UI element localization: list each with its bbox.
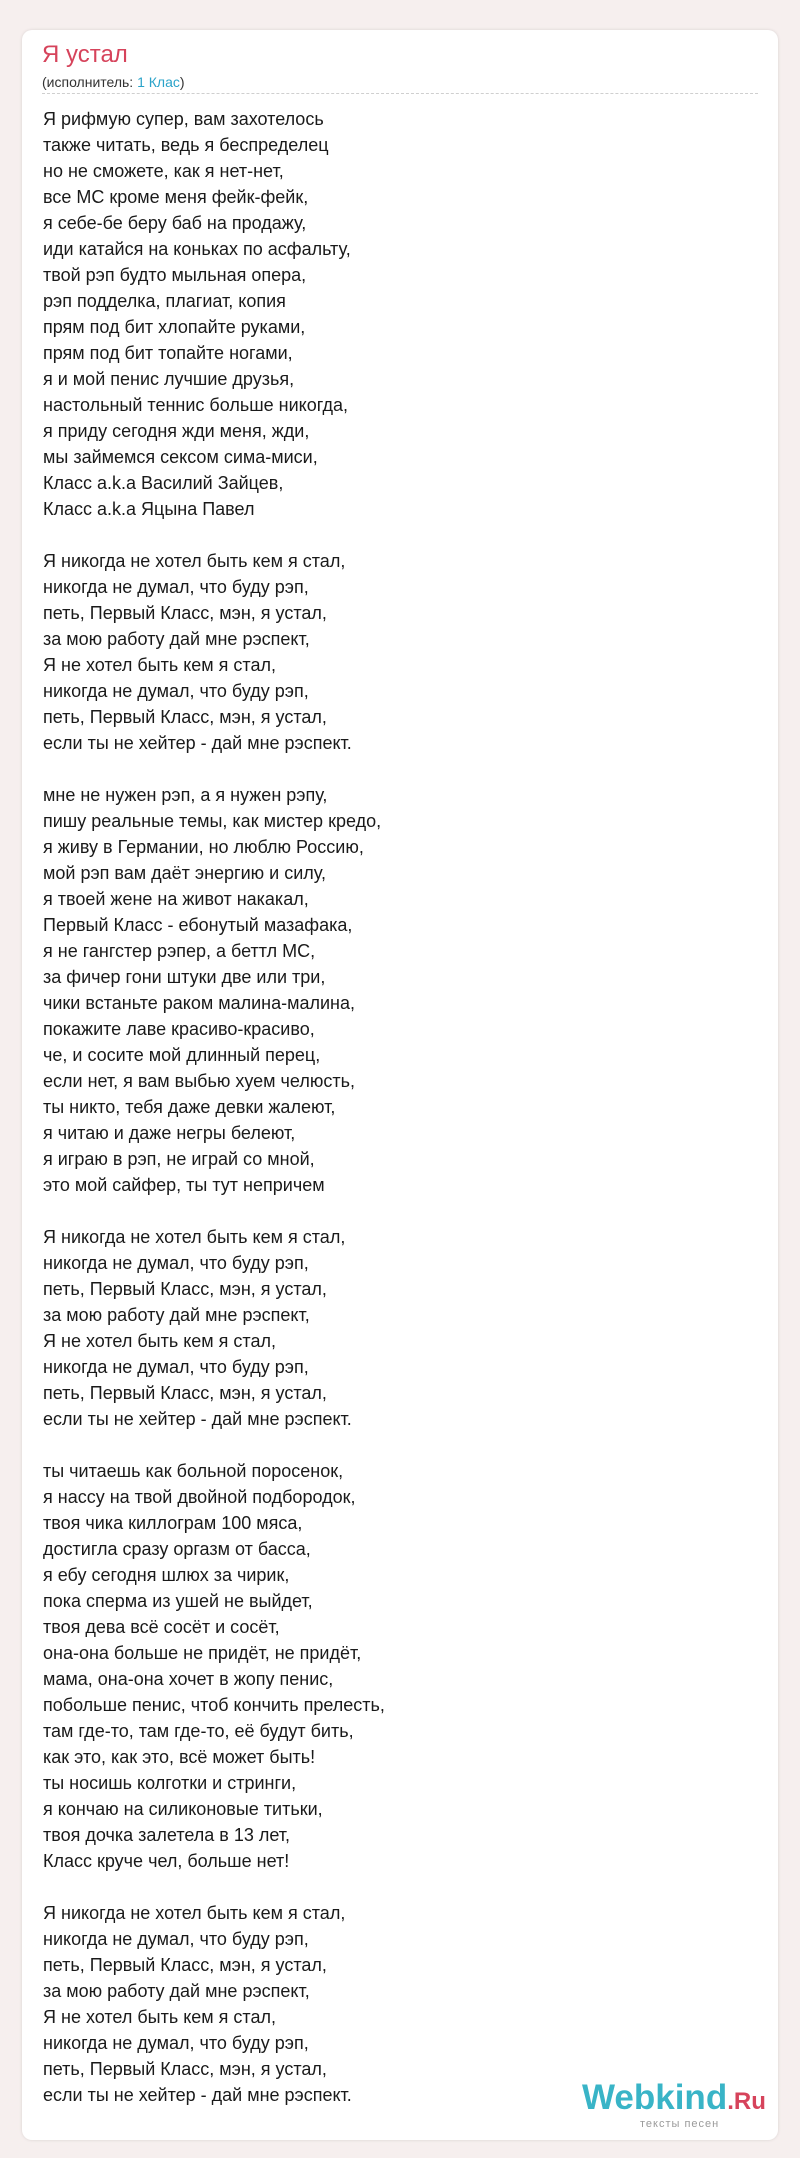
lyric-line: твоя дева всё сосёт и сосёт, <box>43 1617 280 1637</box>
lyric-line: петь, Первый Класс, мэн, я устал, <box>43 603 327 623</box>
lyric-line: никогда не думал, что буду рэп, <box>43 1929 309 1949</box>
lyric-line: петь, Первый Класс, мэн, я устал, <box>43 1955 327 1975</box>
lyric-line: Я не хотел быть кем я стал, <box>43 655 276 675</box>
lyric-line: петь, Первый Класс, мэн, я устал, <box>43 1383 327 1403</box>
lyric-line: твой рэп будто мыльная опера, <box>43 265 307 285</box>
performer-line <box>42 73 185 91</box>
lyric-line: за мою работу дай мне рэспект, <box>43 629 310 649</box>
lyrics-stanza <box>43 782 743 1198</box>
song-title: Я устал <box>42 41 128 68</box>
lyrics-stanza <box>43 1900 743 2108</box>
lyric-line: ты никто, тебя даже девки жалеют, <box>43 1097 336 1117</box>
lyric-line: я живу в Германии, но люблю Россию, <box>43 837 364 857</box>
lyric-line: я нассу на твой двойной подбородок, <box>43 1487 356 1507</box>
lyrics-stanza <box>43 1224 743 1432</box>
lyric-line: за мою работу дай мне рэспект, <box>43 1305 310 1325</box>
lyric-line: петь, Первый Класс, мэн, я устал, <box>43 707 327 727</box>
lyric-line: там где-то, там где-то, её будут бить, <box>43 1721 354 1741</box>
lyric-line: рэп подделка, плагиат, копия <box>43 291 286 311</box>
performer-link[interactable]: 1 Клас <box>137 74 180 90</box>
lyric-line: прям под бит хлопайте руками, <box>43 317 306 337</box>
lyric-line: никогда не думал, что буду рэп, <box>43 1357 309 1377</box>
lyric-line: я кончаю на силиконовые титьки, <box>43 1799 323 1819</box>
lyric-line: петь, Первый Класс, мэн, я устал, <box>43 1279 327 1299</box>
lyric-line: если нет, я вам выбью хуем челюсть, <box>43 1071 355 1091</box>
lyric-line: чики встаньте раком малина-малина, <box>43 993 356 1013</box>
lyric-line: мне не нужен рэп, а я нужен рэпу, <box>43 785 328 805</box>
lyric-line: Я не хотел быть кем я стал, <box>43 1331 276 1351</box>
lyric-line: но не сможете, как я нет-нет, <box>43 161 284 181</box>
lyric-line: Я никогда не хотел быть кем я стал, <box>43 1227 346 1247</box>
lyrics-stanza <box>43 106 743 522</box>
performer-suffix: ) <box>179 74 185 90</box>
lyric-line: я твоей жене на живот накакал, <box>43 889 309 909</box>
lyric-line: она-она больше не придёт, не придёт, <box>43 1643 362 1663</box>
lyric-line: я читаю и даже негры белеют, <box>43 1123 296 1143</box>
lyric-line: мы займемся сексом сима-миси, <box>43 447 318 467</box>
lyric-line: Класс круче чел, больше нет! <box>43 1851 290 1871</box>
lyric-line: пишу реальные темы, как мистер кредо, <box>43 811 382 831</box>
lyric-line: я и мой пенис лучшие друзья, <box>43 369 295 389</box>
lyrics-stanza <box>43 1458 743 1874</box>
lyric-line: Класс а.k.a Яцына Павел <box>43 499 255 519</box>
lyric-line: прям под бит топайте ногами, <box>43 343 293 363</box>
lyric-line: все МС кроме меня фейк-фейк, <box>43 187 309 207</box>
lyric-line: никогда не думал, что буду рэп, <box>43 2033 309 2053</box>
lyric-line: Я никогда не хотел быть кем я стал, <box>43 1903 346 1923</box>
lyric-line: ты носишь колготки и стринги, <box>43 1773 297 1793</box>
lyric-line: я играю в рэп, не играй со мной, <box>43 1149 315 1169</box>
lyrics-body <box>43 106 743 2134</box>
performer-prefix: (исполнитель: <box>42 74 138 90</box>
lyric-line: за фичер гони штуки две или три, <box>43 967 326 987</box>
lyrics-stanza <box>43 548 743 756</box>
lyric-line: ты читаешь как больной поросенок, <box>43 1461 344 1481</box>
lyric-line: никогда не думал, что буду рэп, <box>43 681 309 701</box>
lyric-line: как это, как это, всё может быть! <box>43 1747 316 1767</box>
lyric-line: Первый Класс - ебонутый мазафака, <box>43 915 353 935</box>
lyric-line: мой рэп вам даёт энергию и силу, <box>43 863 326 883</box>
lyric-line: пока сперма из ушей не выйдет, <box>43 1591 313 1611</box>
lyric-line: твоя дочка залетела в 13 лет, <box>43 1825 291 1845</box>
site-logo[interactable] <box>582 2080 766 2123</box>
lyric-line: за мою работу дай мне рэспект, <box>43 1981 310 2001</box>
lyric-line: Я не хотел быть кем я стал, <box>43 2007 276 2027</box>
lyric-line: никогда не думал, что буду рэп, <box>43 1253 309 1273</box>
lyric-line: это мой сайфер, ты тут непричем <box>43 1175 325 1195</box>
lyric-line: я приду сегодня жди меня, жди, <box>43 421 310 441</box>
lyric-line: побольше пенис, чтоб кончить прелесть, <box>43 1695 385 1715</box>
logo-tld: .Ru <box>727 2088 766 2115</box>
lyric-line: я не гангстер рэпер, а беттл МС, <box>43 941 316 961</box>
lyric-line: Я рифмую супер, вам захотелось <box>43 109 324 129</box>
lyric-line: иди катайся на коньках по асфальту, <box>43 239 351 259</box>
lyric-line: также читать, ведь я беспределец <box>43 135 329 155</box>
lyric-line: че, и сосите мой длинный перец, <box>43 1045 321 1065</box>
lyric-line: настольный теннис больше никогда, <box>43 395 349 415</box>
lyric-line: если ты не хейтер - дай мне рэспект. <box>43 2085 352 2105</box>
logo-subtitle: тексты песен <box>640 2118 720 2130</box>
lyric-line: петь, Первый Класс, мэн, я устал, <box>43 2059 327 2079</box>
lyric-line: Я никогда не хотел быть кем я стал, <box>43 551 346 571</box>
lyric-line: мама, она-она хочет в жопу пенис, <box>43 1669 334 1689</box>
lyric-line: твоя чика киллограм 100 мяса, <box>43 1513 303 1533</box>
lyric-line: никогда не думал, что буду рэп, <box>43 577 309 597</box>
lyric-line: я ебу сегодня шлюх за чирик, <box>43 1565 290 1585</box>
lyric-line: я себе-бе беру баб на продажу, <box>43 213 307 233</box>
lyric-line: достигла сразу оргазм от басса, <box>43 1539 311 1559</box>
title-divider <box>42 93 758 94</box>
lyric-line: Класс а.k.a Василий Зайцев, <box>43 473 284 493</box>
lyric-line: если ты не хейтер - дай мне рэспект. <box>43 733 352 753</box>
logo-wordmark: Webkind <box>582 2078 728 2117</box>
lyric-line: если ты не хейтер - дай мне рэспект. <box>43 1409 352 1429</box>
lyric-line: покажите лаве красиво-красиво, <box>43 1019 315 1039</box>
